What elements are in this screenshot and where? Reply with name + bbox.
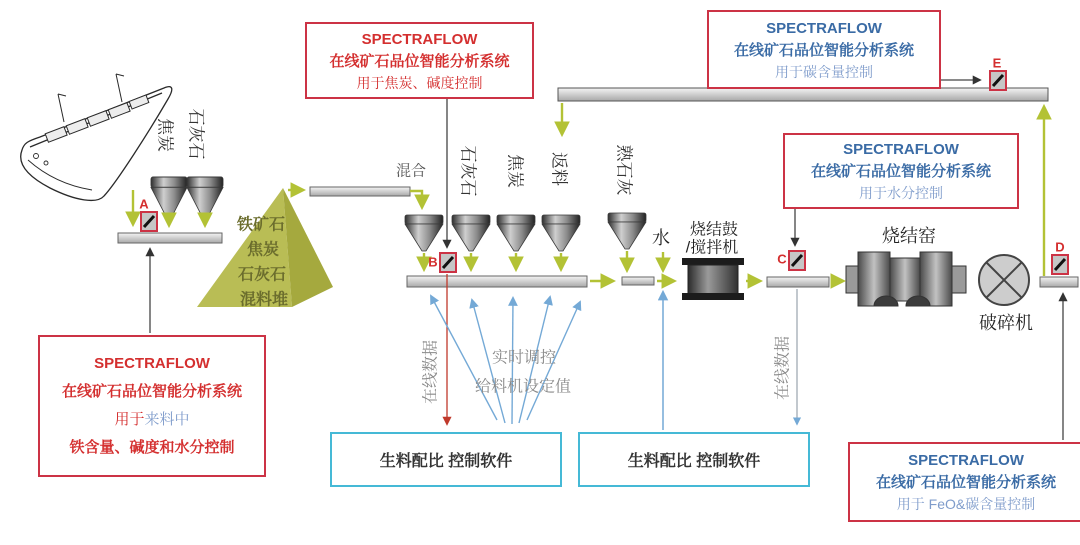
- infobox-incoming-line4: 铁含量、碱度和水分控制: [69, 439, 235, 456]
- conveyor-a: [118, 233, 222, 243]
- infobox-feo-carbon: [848, 442, 1080, 522]
- infobox-incoming-line3-highlight: 来料中: [144, 411, 190, 428]
- analyzer-label-b: B: [428, 254, 438, 270]
- label-hopper-lime: 熟石灰: [614, 144, 634, 196]
- label-online-data-right: 在线数据: [774, 335, 792, 401]
- infobox-incoming-line2: 在线矿石品位智能分析系统: [61, 383, 242, 400]
- label-realtime-line2: 给料机设定值: [474, 378, 572, 396]
- ship-hopper-2: [187, 177, 223, 218]
- label-drum-line2: /搅拌机: [685, 239, 739, 257]
- analyzer-label-c: C: [777, 251, 787, 267]
- analyzer-icon-e: [989, 70, 1007, 91]
- infobox-incoming: [38, 335, 266, 477]
- label-online-data-left: 在线数据: [422, 339, 440, 405]
- software-box-left-label: 生料配比 控制软件: [379, 453, 513, 470]
- label-pyramid-pile: 混料堆: [239, 291, 289, 309]
- infobox-carbon-title: SPECTRAFLOW: [766, 19, 882, 37]
- hopper-limestone: [452, 215, 490, 251]
- ship-sketch: [21, 74, 172, 200]
- infobox-coke-line3: 用于焦炭、碱度控制: [356, 74, 483, 91]
- infobox-coke-title: SPECTRAFLOW: [361, 30, 478, 48]
- analyzer-label-a: A: [139, 196, 149, 212]
- label-crusher: 破碎机: [979, 313, 1033, 333]
- label-pyramid-coke: 焦炭: [246, 241, 280, 259]
- label-hopper-limestone: 石灰石: [458, 145, 478, 197]
- infobox-incoming-title: SPECTRAFLOW: [94, 355, 210, 372]
- label-water: 水: [652, 228, 670, 248]
- infobox-coke-alkalinity: [305, 22, 534, 99]
- mixer-drum: [682, 258, 744, 300]
- infobox-moisture: [783, 133, 1019, 209]
- analyzer-label-e: E: [992, 55, 1002, 71]
- software-box-left: [330, 432, 562, 487]
- analyzer-icon-a: [140, 211, 158, 232]
- conveyor-mix: [310, 187, 410, 196]
- hopper-lime: [608, 213, 646, 249]
- conveyor-main: [407, 276, 587, 287]
- infobox-feo-title: SPECTRAFLOW: [908, 452, 1024, 469]
- conveyor-c: [767, 277, 829, 287]
- hopper-return: [542, 215, 580, 251]
- infobox-feo-line2: 在线矿石品位智能分析系统: [875, 474, 1056, 491]
- crusher: [979, 255, 1029, 305]
- hopper-coke: [497, 215, 535, 251]
- infobox-incoming-line3-prefix: 用于: [114, 411, 145, 428]
- label-hopper-return: 返料: [549, 152, 569, 186]
- infobox-carbon-line3: 用于碳含量控制: [775, 63, 873, 80]
- label-realtime-line1: 实时调控: [491, 349, 557, 367]
- infobox-moisture-line2: 在线矿石品位智能分析系统: [810, 163, 991, 180]
- software-box-right: [578, 432, 810, 487]
- infobox-feo-line3: 用于 FeO&碳含量控制: [896, 496, 1036, 512]
- analyzer-icon-d: [1051, 254, 1069, 275]
- analyzer-label-d: D: [1055, 239, 1065, 255]
- infobox-carbon-line2: 在线矿石品位智能分析系统: [733, 41, 914, 59]
- software-box-right-label: 生料配比 控制软件: [627, 453, 761, 470]
- label-mix: 混合: [395, 162, 427, 180]
- infobox-moisture-title: SPECTRAFLOW: [843, 141, 959, 158]
- label-kiln: 烧结窑: [882, 226, 936, 246]
- infobox-coke-line2: 在线矿石品位智能分析系统: [329, 52, 510, 70]
- label-ship-coke: 焦炭: [155, 118, 175, 152]
- label-pyramid-limestone: 石灰石: [237, 266, 287, 284]
- conveyor-d: [1040, 277, 1078, 287]
- infobox-moisture-line3: 用于水分控制: [859, 185, 943, 201]
- sinter-kiln: [846, 252, 966, 306]
- infobox-carbon: [707, 10, 941, 89]
- label-hopper-coke: 焦炭: [505, 154, 525, 188]
- hopper-mix: [405, 215, 443, 251]
- conveyor-return-top: [558, 88, 1048, 101]
- infobox-incoming-line3: [114, 406, 189, 434]
- analyzer-icon-b: [439, 252, 457, 273]
- label-pyramid-ironore: 铁矿石: [236, 216, 286, 234]
- label-ship-limestone: 石灰石: [186, 108, 206, 160]
- conveyor-transfer: [622, 277, 654, 285]
- analyzer-icon-c: [788, 250, 806, 271]
- label-drum-line1: 烧结鼓: [689, 221, 739, 239]
